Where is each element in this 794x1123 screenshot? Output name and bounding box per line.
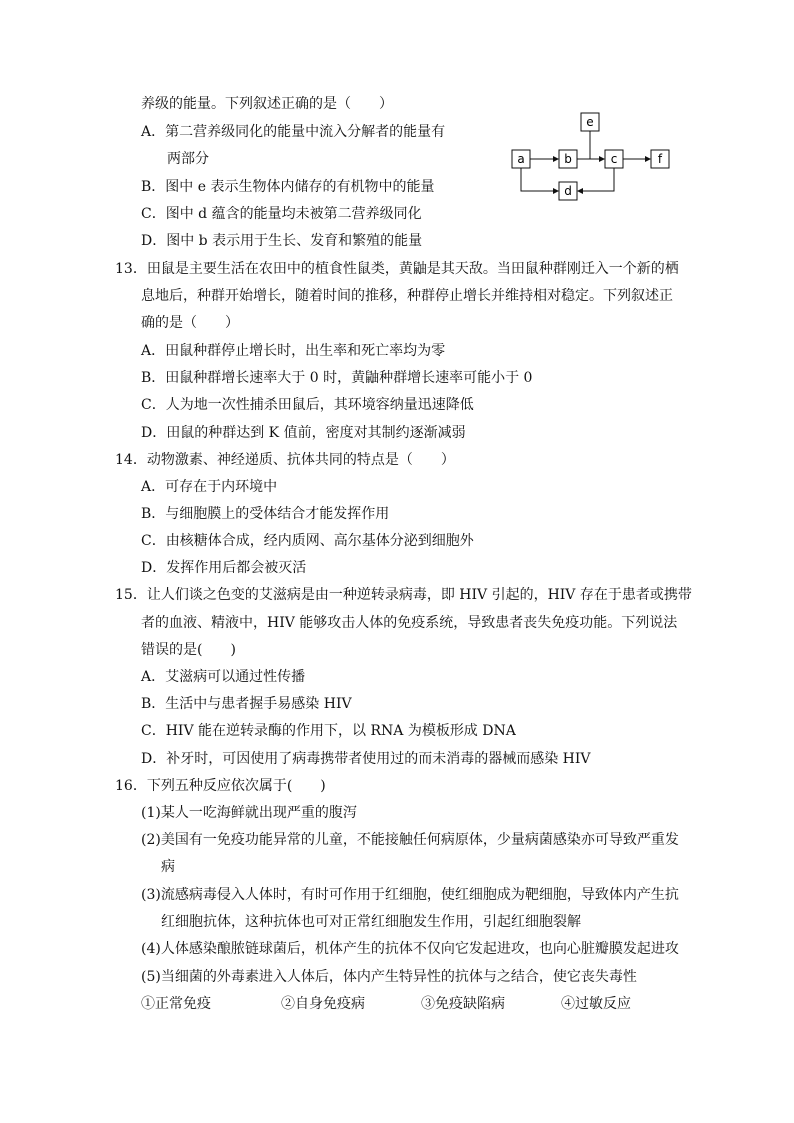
q14-option-a: A．可存在于内环境中 xyxy=(141,479,278,495)
q13-stem-line2: 息地后，种群开始增长，随着时间的推移，种群停止增长并维持相对稳定。下列叙述正 xyxy=(141,288,673,304)
q16-item-2: (2)美国有一免疫功能异常的儿童，不能接触任何病原体，少量病菌感染亦可导致严重发 xyxy=(141,832,679,848)
arrow-c-d xyxy=(578,168,614,191)
q15-option-a: A．艾滋病可以通过性传播 xyxy=(141,669,306,685)
energy-flow-diagram xyxy=(505,110,685,210)
q16-item-2-cont: 病 xyxy=(161,859,175,875)
node-d-label: d xyxy=(564,184,572,198)
node-b-label: b xyxy=(564,152,572,166)
q14-option-c: C．由核糖体合成，经内质网、高尔基体分泌到细胞外 xyxy=(141,533,474,549)
q13-option-d: D．田鼠的种群达到 K 值前，密度对其制约逐渐减弱 xyxy=(141,425,466,441)
q13-option-b: B．田鼠种群增长速率大于 0 时，黄鼬种群增长速率可能小于 0 xyxy=(141,370,533,386)
q13-stem-line1: 13．田鼠是主要生活在农田中的植食性鼠类，黄鼬是其天敌。当田鼠种群刚迁入一个新的栖 xyxy=(115,261,679,277)
q15-option-d: D．补牙时，可因使用了病毒携带者使用过的而未消毒的器械而感染 HIV xyxy=(141,751,591,767)
q12-option-a: A．第二营养级同化的能量中流入分解者的能量有 xyxy=(141,124,446,140)
q16-stem: 16．下列五种反应依次属于( ) xyxy=(115,778,326,794)
q12-option-a-cont: 两部分 xyxy=(167,151,209,167)
q16-choice-3: ③免疫缺陷病 xyxy=(421,996,505,1012)
q16-choice-1: ①正常免疫 xyxy=(141,996,211,1012)
q16-item-3-cont: 红细胞抗体，这种抗体也可对正常红细胞发生作用，引起红细胞裂解 xyxy=(161,914,581,930)
q12-stem: 养级的能量。下列叙述正确的是（ ） xyxy=(141,96,393,112)
q12-option-b: B．图中 e 表示生物体内储存的有机物中的能量 xyxy=(141,179,435,195)
q16-choice-4: ④过敏反应 xyxy=(561,996,631,1012)
arrow-a-d xyxy=(521,168,558,191)
q15-stem-line3: 错误的是( ) xyxy=(141,642,236,658)
q16-item-4: (4)人体感染酿脓链球菌后，机体产生的抗体不仅向它发起进攻，也向心脏瓣膜发起进攻 xyxy=(141,941,679,957)
q14-stem: 14．动物激素、神经递质、抗体共同的特点是（ ） xyxy=(115,452,455,468)
q14-option-d: D．发挥作用后都会被灭活 xyxy=(141,560,307,576)
q15-option-b: B．生活中与患者握手易感染 HIV xyxy=(141,696,352,712)
q15-stem-line2: 者的血液、精液中，HIV 能够攻击人体的免疫系统，导致患者丧失免疫功能。下列说法 xyxy=(141,615,678,631)
q16-item-5: (5)当细菌的外毒素进入人体后，体内产生特异性的抗体与之结合，使它丧失毒性 xyxy=(141,969,637,985)
q16-item-3: (3)流感病毒侵入人体时，有时可作用于红细胞，使红细胞成为靶细胞，导致体内产生抗 xyxy=(141,887,679,903)
node-c-label: c xyxy=(610,152,618,166)
q13-stem-line3: 确的是（ ） xyxy=(141,315,239,331)
q13-option-c: C．人为地一次性捕杀田鼠后，其环境容纳量迅速降低 xyxy=(141,397,474,413)
q14-option-b: B．与细胞膜上的受体结合才能发挥作用 xyxy=(141,506,390,522)
node-f-label: f xyxy=(657,152,663,166)
q12-option-c: C．图中 d 蕴含的能量均未被第二营养级同化 xyxy=(141,206,422,222)
q15-stem-line1: 15．让人们谈之色变的艾滋病是由一种逆转录病毒，即 HIV 引起的，HIV 存在于患者或携带 xyxy=(115,587,692,603)
q16-choice-2: ②自身免疫病 xyxy=(281,996,365,1012)
q12-option-d: D．图中 b 表示用于生长、发育和繁殖的能量 xyxy=(141,233,423,249)
q16-item-1: (1)某人一吃海鲜就出现严重的腹泻 xyxy=(141,805,357,821)
node-a-label: a xyxy=(517,152,525,166)
node-e-label: e xyxy=(586,115,594,129)
q15-option-c: C．HIV 能在逆转录酶的作用下，以 RNA 为模板形成 DNA xyxy=(141,723,516,739)
q13-option-a: A．田鼠种群停止增长时，出生率和死亡率均为零 xyxy=(141,343,446,359)
